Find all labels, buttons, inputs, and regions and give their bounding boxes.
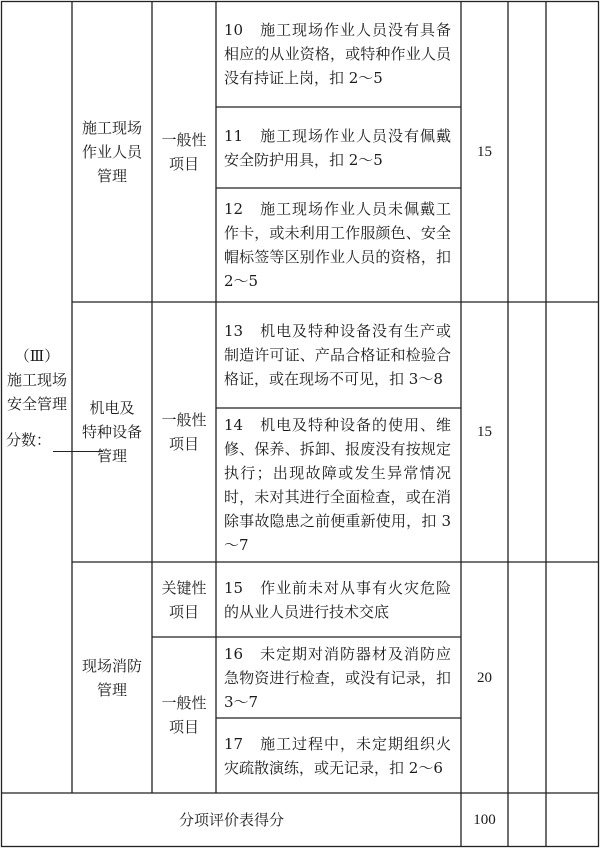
- category-line: 一般性: [161, 130, 207, 149]
- section-label: [2, 340, 72, 420]
- score-field: [6, 428, 72, 452]
- footer-total: 100: [473, 812, 496, 828]
- category-line: 项目: [168, 154, 199, 173]
- criterion-text: 16 未定期对消防器材及消防应急物资进行检查，或没有记录，扣3～7: [224, 644, 451, 711]
- category-line: 项目: [168, 718, 199, 736]
- footer-label: 分项评价表得分: [178, 811, 284, 829]
- criterion-text: 15 作业前未对从事有火灾危险的从业人员进行技术交底: [224, 578, 451, 621]
- points-fire: 20: [477, 669, 492, 686]
- criterion-text: 17 施工过程中，未定期组织火灾疏散演练，或无记录，扣 2～6: [224, 734, 451, 777]
- score-label: 分数：: [6, 431, 52, 449]
- footer-score-a[interactable]: [508, 793, 546, 847]
- group-name-workers: [72, 1, 152, 302]
- group-name-line: 作业人员: [81, 142, 142, 161]
- criterion-12: [216, 188, 461, 302]
- category-general-fire: [152, 637, 216, 793]
- criterion-11: [216, 107, 461, 188]
- criterion-14: [216, 408, 461, 562]
- criterion-17: [216, 718, 461, 793]
- points-equipment: 15: [477, 424, 492, 440]
- score-column-a[interactable]: [508, 1, 546, 793]
- score-column-b[interactable]: [546, 1, 598, 793]
- criterion-text: 11 施工现场作业人员没有佩戴安全防护用具，扣 2～5: [224, 126, 451, 169]
- footer-score-b[interactable]: [546, 793, 598, 847]
- criterion-text: 12 施工现场作业人员未佩戴工作卡，或未利用工作服颜色、安全帽标签等区别作业人员的资格，扣 2～5: [224, 200, 451, 290]
- group-name-fire: [72, 562, 152, 793]
- group-name-line: 机电及: [89, 399, 135, 417]
- criterion-text: 10 施工现场作业人员没有具备相应的从业资格，或特种作业人员没有持证上岗，扣 2～5: [224, 21, 451, 87]
- group-name-line: 管理: [96, 166, 127, 185]
- section-label-line: （Ⅲ）: [14, 347, 60, 365]
- group-name-equipment: [72, 302, 152, 562]
- category-general-workers: [152, 1, 216, 302]
- category-line: 项目: [168, 435, 199, 453]
- criterion-10: [216, 1, 461, 107]
- points-workers: 15: [477, 143, 492, 160]
- criterion-15: [216, 562, 461, 637]
- group-name-line: 特种设备: [81, 423, 142, 441]
- category-line: 项目: [168, 602, 199, 621]
- group-name-line: 管理: [96, 447, 127, 465]
- category-line: 一般性: [161, 411, 207, 429]
- criterion-13: [216, 302, 461, 408]
- group-name-line: 管理: [96, 680, 127, 699]
- category-line: 关键性: [161, 578, 207, 597]
- criterion-text: 13 机电及特种设备没有生产或制造许可证、产品合格证和检验合格证，或在现场不可见，扣 3～8: [224, 322, 451, 388]
- category-key-fire: [152, 562, 216, 637]
- criterion-text: 14 机电及特种设备的使用、维修、保养、拆卸、报废没有按规定执行；出现故障或发生异常情况时，未对其进行全面检查，或在消除事故隐患之前便重新使用，扣 3～7: [224, 416, 451, 554]
- group-name-line: 现场消防: [81, 656, 142, 675]
- section-label-line: 安全管理: [6, 395, 67, 413]
- criterion-16: [216, 637, 461, 718]
- group-name-line: 施工现场: [81, 118, 142, 137]
- category-general-equipment: [152, 302, 216, 562]
- section-label-line: 施工现场: [6, 371, 67, 389]
- category-line: 一般性: [161, 694, 207, 712]
